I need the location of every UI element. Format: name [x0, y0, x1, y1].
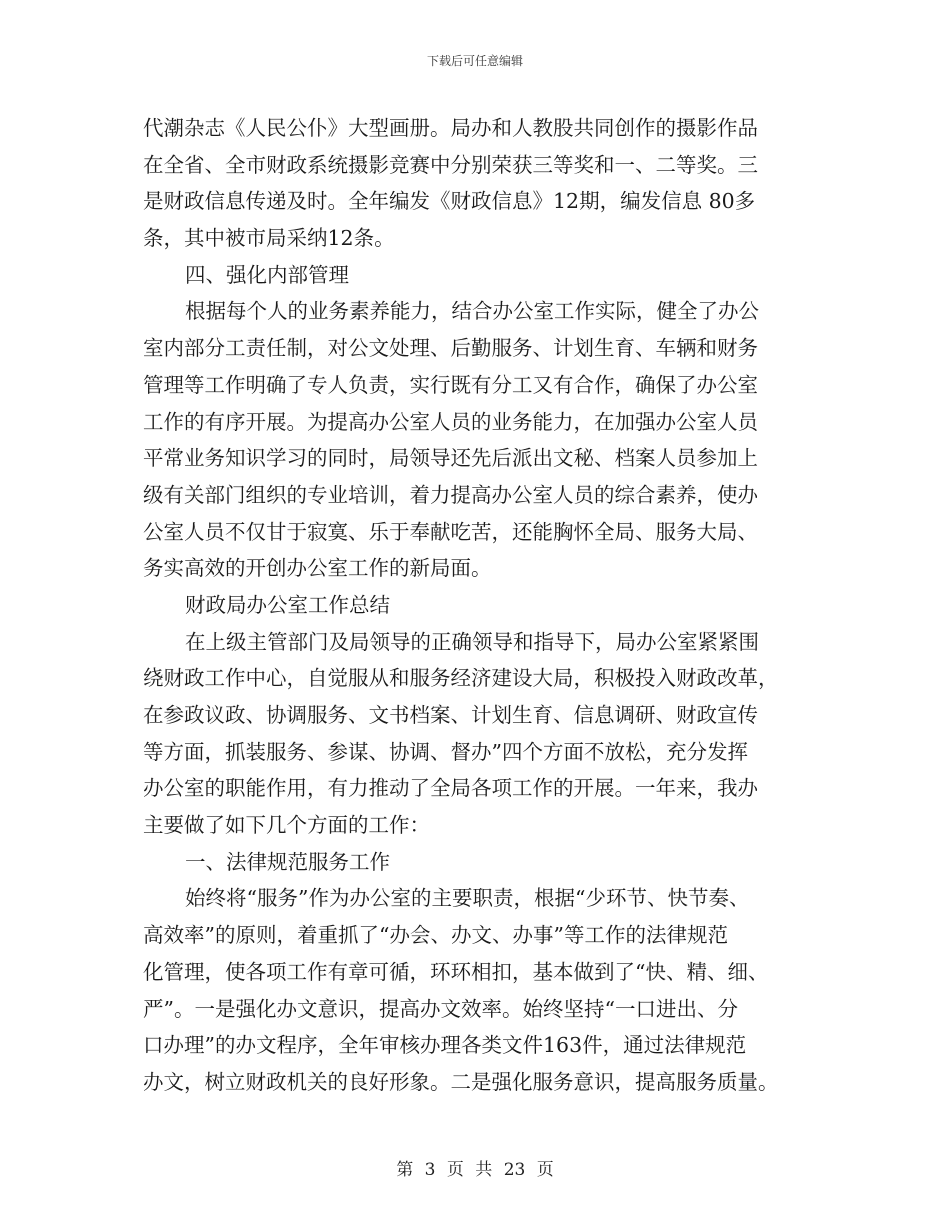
text-line: 根据每个人的业务素养能力，结合办公室工作实际，健全了办公: [185, 299, 759, 324]
text-line: 办文，树立财政机关的良好形象。二是强化服务意识，提高服务质量。: [143, 1069, 779, 1094]
text-line: 绕财政工作中心，自觉服从和服务经济建设大局，积极投入财政改革，: [143, 666, 779, 691]
text-line: 室内部分工责任制，对公文处理、后勤服务、计划生育、车辆和财务: [143, 336, 758, 361]
text-line: 四、强化内部管理: [185, 262, 349, 287]
text-line: 公室人员不仅甘于寂寞、乐于奉献吃苦，还能胸怀全局、服务大局、: [143, 519, 758, 544]
text-line: 级有关部门组织的专业培训，着力提高办公室人员的综合素养，使办: [143, 482, 758, 507]
text-line: 务实高效的开创办公室工作的新局面。: [143, 556, 492, 581]
text-line: 平常业务知识学习的同时，局领导还先后派出文秘、档案人员参加上: [143, 446, 758, 471]
text-line: 是财政信息传递及时。全年编发《财政信息》12期，编发信息 80多: [143, 189, 756, 214]
text-line: 条，其中被市局采纳12条。: [143, 226, 395, 251]
text-line: 代潮杂志《人民公仆》大型画册。局办和人教股共同创作的摄影作品: [143, 116, 758, 140]
text-line: 财政局办公室工作总结: [185, 592, 390, 617]
document-body: [143, 110, 807, 1101]
text-line: 严”。一是强化办文意识，提高办文效率。始终坚持“一口进出、分: [143, 996, 738, 1021]
text-line: 在上级主管部门及局领导的正确领导和指导下，局办公室紧紧围: [185, 629, 759, 654]
text-line: 办公室的职能作用，有力推动了全局各项工作的开展。一年来，我办: [143, 776, 758, 801]
text-line: 一、法律规范服务工作: [185, 849, 390, 874]
text-line: 等方面，抓装服务、参谋、协调、督办”四个方面不放松，充分发挥: [143, 739, 748, 764]
text-line: 化管理，使各项工作有章可循，环环相扣，基本做到了“快、精、细、: [143, 959, 769, 984]
page-header: 下载后可任意编辑: [426, 54, 523, 68]
text-line: 工作的有序开展。为提高办公室人员的业务能力，在加强办公室人员: [143, 409, 758, 434]
text-line: 主要做了如下几个方面的工作：: [143, 813, 430, 838]
text-line: 高效率”的原则，着重抓了“办会、办文、办事”等工作的法律规范: [143, 923, 728, 948]
text-line: 在全省、全市财政系统摄影竞赛中分别荣获三等奖和一、二等奖。三: [143, 152, 758, 177]
text-line: 在参政议政、协调服务、文书档案、计划生育、信息调研、财政宣传: [143, 703, 758, 727]
text-line: 始终将“服务”作为办公室的主要职责，根据“少环节、快节奏、: [185, 886, 750, 911]
text-line: 口办理”的办文程序，全年审核办理各类文件163件，通过法律规范: [143, 1033, 747, 1058]
text-line: 管理等工作明确了专人负责，实行既有分工又有合作，确保了办公室: [143, 372, 758, 397]
page-number-footer: 第 3 页 共 23 页: [396, 1160, 554, 1180]
